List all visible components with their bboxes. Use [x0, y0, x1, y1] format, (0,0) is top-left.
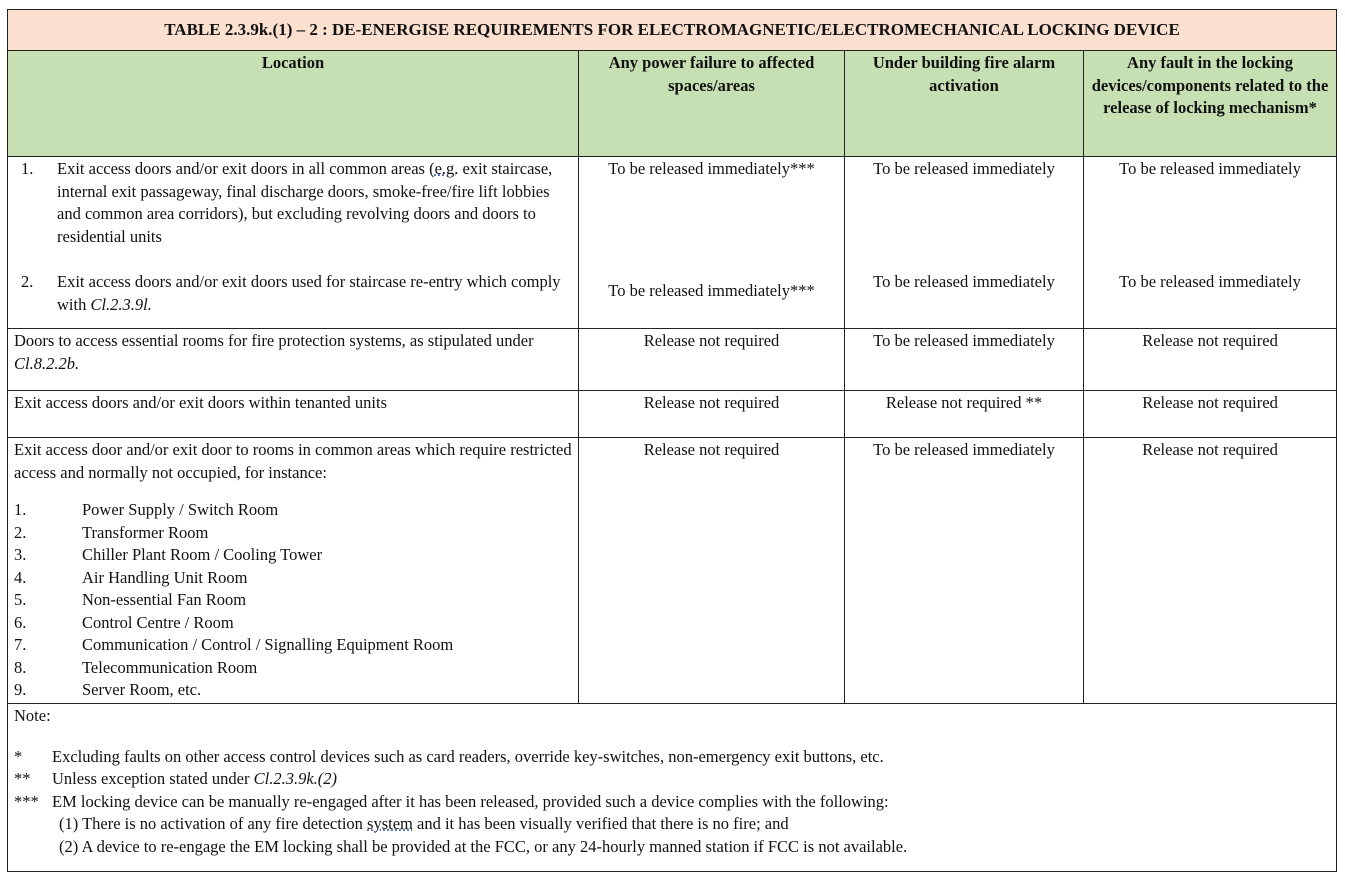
list-item: 6. Control Centre / Room [14, 612, 234, 632]
item-text: Exit access doors and/or exit doors used for staircase re-entry which comply with Cl.2.3.9l. [57, 272, 561, 314]
header-location: Location [8, 51, 579, 157]
item-text: Exit access doors and/or exit doors in all common areas (e.g. exit staircase, internal exit passageway, final discharge doors, smoke-free/fire lift lobbies and common area corridors), but excluding revolving doors and doors to residential units [57, 159, 553, 246]
list-item: 2. Transformer Room [14, 522, 209, 542]
power-cell: To be released immediately*** To be released immediately*** [579, 157, 845, 329]
note-item: *** EM locking device can be manually re-engaged after it has been released, provided such a device complies with the following: [14, 791, 889, 811]
location-cell: Exit access doors and/or exit doors within tenanted units [8, 391, 579, 438]
table-row [8, 329, 1337, 391]
list-item: 4. Air Handling Unit Room [14, 567, 248, 587]
note-subitem: (2) A device to re-engage the EM locking shall be provided at the FCC, or any 24-hourly manned station if FCC is not available. [59, 836, 908, 856]
table-row [8, 438, 1337, 704]
fault-cell: Release not required [1084, 391, 1337, 438]
location-cell: Exit access door and/or exit door to rooms in common areas which require restricted access and normally not occupied, for instance: 1. Power Supply / Switch Room 2. Transformer Room 3. Chiller Plant Room / Cooling Tower 4. Air Handling Unit Room 5. Non-essential Fan Room 6. Control Centre / Room 7. Communication / Control / Signalling Equipment Room 8. Telecommunication Room 9. Server Room, etc. [8, 438, 579, 704]
header-fault: Any fault in the locking devices/components related to the release of locking mechanism* [1084, 51, 1337, 157]
list-item: 8. Telecommunication Room [14, 657, 258, 677]
list-item: 1. Power Supply / Switch Room [14, 500, 279, 519]
alarm-cell: To be released immediately [845, 329, 1084, 391]
requirements-table [7, 9, 1337, 872]
alarm-cell: Release not required ** [845, 391, 1084, 438]
item-number: 1. [21, 159, 34, 178]
location-cell: Doors to access essential rooms for fire protection systems, as stipulated under Cl.8.2.2b. [8, 329, 579, 391]
power-cell: Release not required [579, 438, 845, 704]
table-title: TABLE 2.3.9k.(1) – 2 : DE-ENERGISE REQUIREMENTS FOR ELECTROMAGNETIC/ELECTROMECHANICAL LOCKING DEVICE [8, 10, 1337, 51]
fault-cell: To be released immediately To be released immediately [1084, 157, 1337, 329]
notes-heading: Note: [14, 706, 51, 725]
notes-cell [8, 704, 1337, 872]
power-cell: Release not required [579, 391, 845, 438]
fault-cell: Release not required [1084, 438, 1337, 704]
list-item [14, 158, 572, 248]
note-item: ** Unless exception stated under Cl.2.3.9k.(2) [14, 769, 338, 788]
location-cell [8, 157, 579, 329]
alarm-cell: To be released immediately To be released immediately [845, 157, 1084, 329]
fault-cell: Release not required [1084, 329, 1337, 391]
header-fire-alarm: Under building fire alarm activation [845, 51, 1084, 157]
table-row [8, 157, 1337, 329]
list-item: 5. Non-essential Fan Room [14, 590, 247, 609]
table-row [8, 391, 1337, 438]
alarm-cell: To be released immediately [845, 438, 1084, 704]
note-subitem: (1) There is no activation of any fire detection system and it has been visually verified that there is no fire; and [59, 814, 789, 833]
item-number: 2. [21, 272, 34, 291]
list-item: 7. Communication / Control / Signalling Equipment Room [14, 635, 454, 654]
notes-row [8, 704, 1337, 872]
list-item: 3. Chiller Plant Room / Cooling Tower [14, 545, 323, 564]
power-cell: Release not required [579, 329, 845, 391]
note-item: * Excluding faults on other access control devices such as card readers, override key-switches, non-emergency exit buttons, etc. [14, 746, 884, 766]
list-item [14, 271, 572, 316]
list-item: 9. Server Room, etc. [14, 680, 202, 699]
header-power-failure: Any power failure to affected spaces/areas [579, 51, 845, 157]
